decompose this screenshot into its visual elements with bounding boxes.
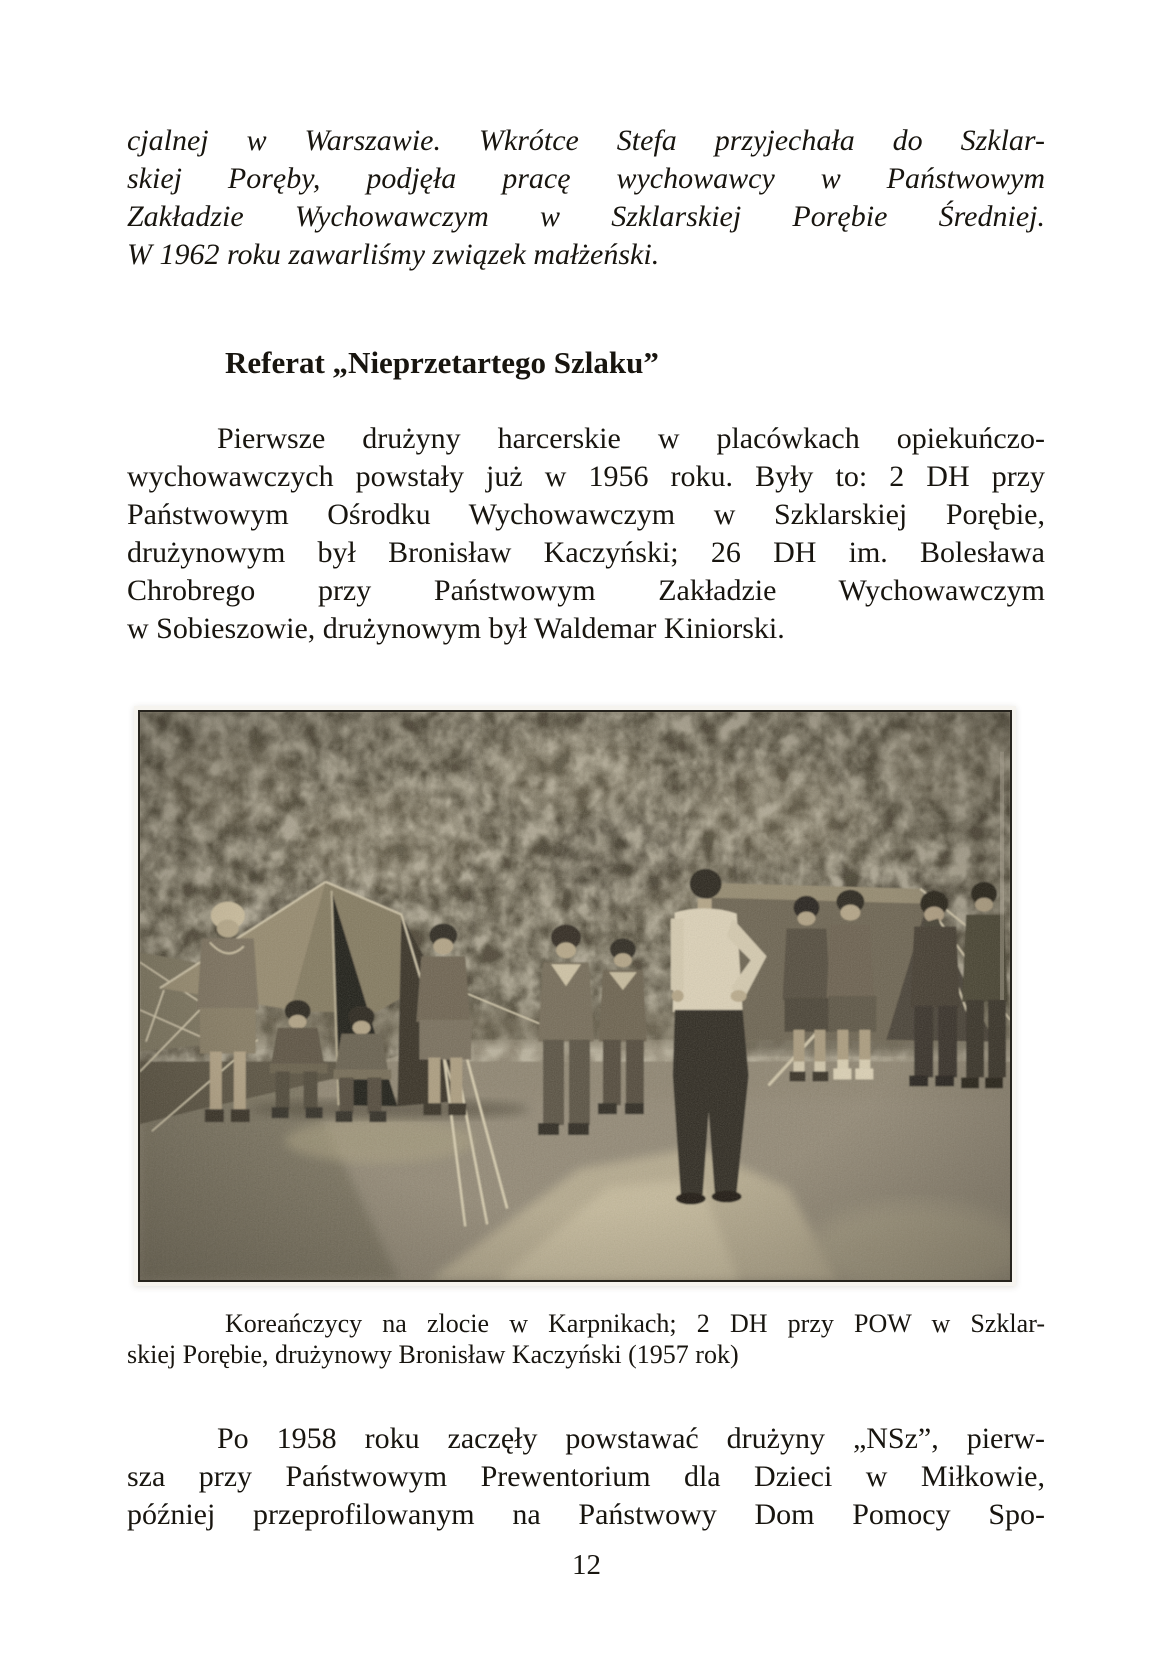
text-line: Po 1958 roku zaczęły powstawać drużyny „NSz”, pierw-	[217, 1422, 1045, 1455]
text-line: cjalnej w Warszawie. Wkrótce Stefa przyjechała do Szklar-	[127, 124, 1045, 157]
paragraph-after-1958	[127, 1420, 1045, 1534]
text-line: wychowawczych powstały już w 1956 roku. Były to: 2 DH przy	[127, 460, 1045, 493]
camp-photo-art	[138, 710, 1012, 1282]
page-number: 12	[572, 1549, 601, 1581]
text-line: W 1962 roku zawarliśmy związek małżeński.	[127, 238, 660, 271]
text-line: skiej Poręby, podjęła pracę wychowawcy w Państwowym	[127, 162, 1045, 195]
section-heading: Referat „Nieprzetartego Szlaku”	[225, 345, 659, 380]
text-line: drużynowym był Bronisław Kaczyński; 26 DH im. Bolesława	[127, 536, 1045, 569]
paragraph-first-troops	[127, 420, 1045, 648]
text-line: później przeprofilowanym na Państwowy Dom Pomocy Spo-	[127, 1498, 1045, 1531]
camp-photo	[134, 706, 1016, 1286]
text-line: w Sobieszowie, drużynowym był Waldemar Kiniorski.	[127, 612, 785, 645]
text-line: skiej Porębie, drużynowy Bronisław Kaczyński (1957 rok)	[127, 1340, 739, 1369]
text-line: Zakładzie Wychowawczym w Szklarskiej Porębie Średniej.	[127, 200, 1045, 233]
text-line: sza przy Państwowym Prewentorium dla Dzieci w Miłkowie,	[127, 1460, 1045, 1493]
photo-caption	[127, 1308, 1045, 1370]
text-line: Chrobrego przy Państwowym Zakładzie Wychowawczym	[127, 574, 1045, 607]
photo-grain-overlay	[140, 712, 1010, 1280]
paragraph-intro	[127, 122, 1045, 274]
text-line: Państwowym Ośrodku Wychowawczym w Szklarskiej Porębie,	[127, 498, 1045, 531]
text-line: Pierwsze drużyny harcerskie w placówkach opiekuńczo-	[217, 422, 1045, 455]
text-line: Koreańczycy na zlocie w Karpnikach; 2 DH przy POW w Szklar-	[225, 1309, 1045, 1338]
